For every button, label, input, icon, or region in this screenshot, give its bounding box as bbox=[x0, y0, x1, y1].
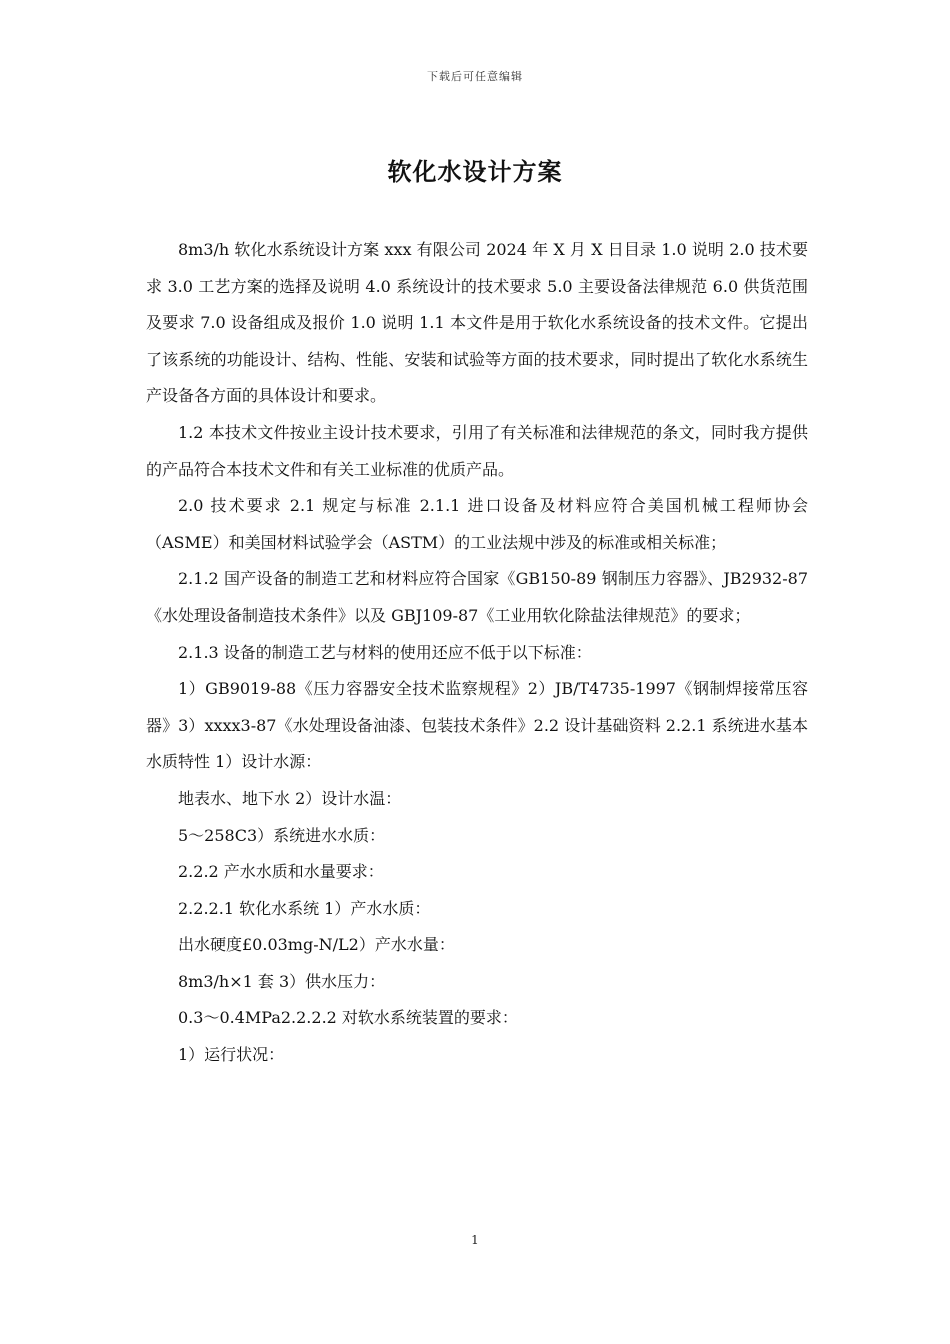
header-note: 下载后可任意编辑 bbox=[427, 70, 523, 83]
paragraph: 8m3/h×1 套 3）供水压力： bbox=[178, 971, 386, 991]
paragraph: 2.1.3 设备的制造工艺与材料的使用还应不低于以下标准： bbox=[178, 642, 592, 662]
paragraph: 地表水、地下水 2）设计水温： bbox=[178, 788, 402, 808]
paragraph: 8m3/h 软化水系统设计方案 xxx 有限公司 2024 年 X 月 X 日目录 1.0 说明 2.0 技术要求 3.0 工艺方案的选择及说明 4.0 系统设计的技术要求 5.0 主要设备法律规范 6.0 供货范围及要求 7.0 设备组成及报价 1.0 说明 1.1 本文件是用于软化水系统设备的技术文件。它提出了该系统的功能设计、结构、性能、安装和试验等方面的技术要求，同时提出了软化水系统生产设备各方面的具体设计和要求。 bbox=[146, 240, 808, 406]
page-number: 1 bbox=[471, 1233, 479, 1247]
paragraph: 0.3～0.4MPa2.2.2.2 对软水系统装置的要求： bbox=[178, 1008, 518, 1028]
paragraph: 1）运行状况： bbox=[178, 1045, 285, 1065]
paragraph: 5～258C3）系统进水水质： bbox=[178, 825, 386, 845]
paragraph: 1）GB9019-88《压力容器安全技术监察规程》2）JB/T4735-1997《钢制焊接常压容器》3）xxxx3-87《水处理设备油漆、包装技术条件》2.2 设计基础资料 2.2.1 系统进水基本水质特性 1）设计水源： bbox=[146, 679, 808, 772]
document-body bbox=[146, 232, 808, 1074]
paragraph: 2.2.2 产水水质和水量要求： bbox=[178, 862, 384, 882]
document-title: 软化水设计方案 bbox=[387, 157, 563, 186]
paragraph: 2.0 技术要求 2.1 规定与标准 2.1.1 进口设备及材料应符合美国机械工程师协会（ASME）和美国材料试验学会（ASTM）的工业法规中涉及的标准或相关标准； bbox=[146, 496, 808, 552]
paragraph: 1.2 本技术文件按业主设计技术要求，引用了有关标准和法律规范的条文，同时我方提供的产品符合本技术文件和有关工业标准的优质产品。 bbox=[146, 422, 808, 479]
paragraph: 2.2.2.1 软化水系统 1）产水水质： bbox=[178, 898, 431, 918]
paragraph: 出水硬度£0.03mg-N/L2）产水水量： bbox=[178, 935, 455, 955]
paragraph: 2.1.2 国产设备的制造工艺和材料应符合国家《GB150-89 钢制压力容器》、JB2932-87《水处理设备制造技术条件》以及 GBJ109-87《工业用软化除盐法律规范》的要求； bbox=[146, 569, 808, 625]
